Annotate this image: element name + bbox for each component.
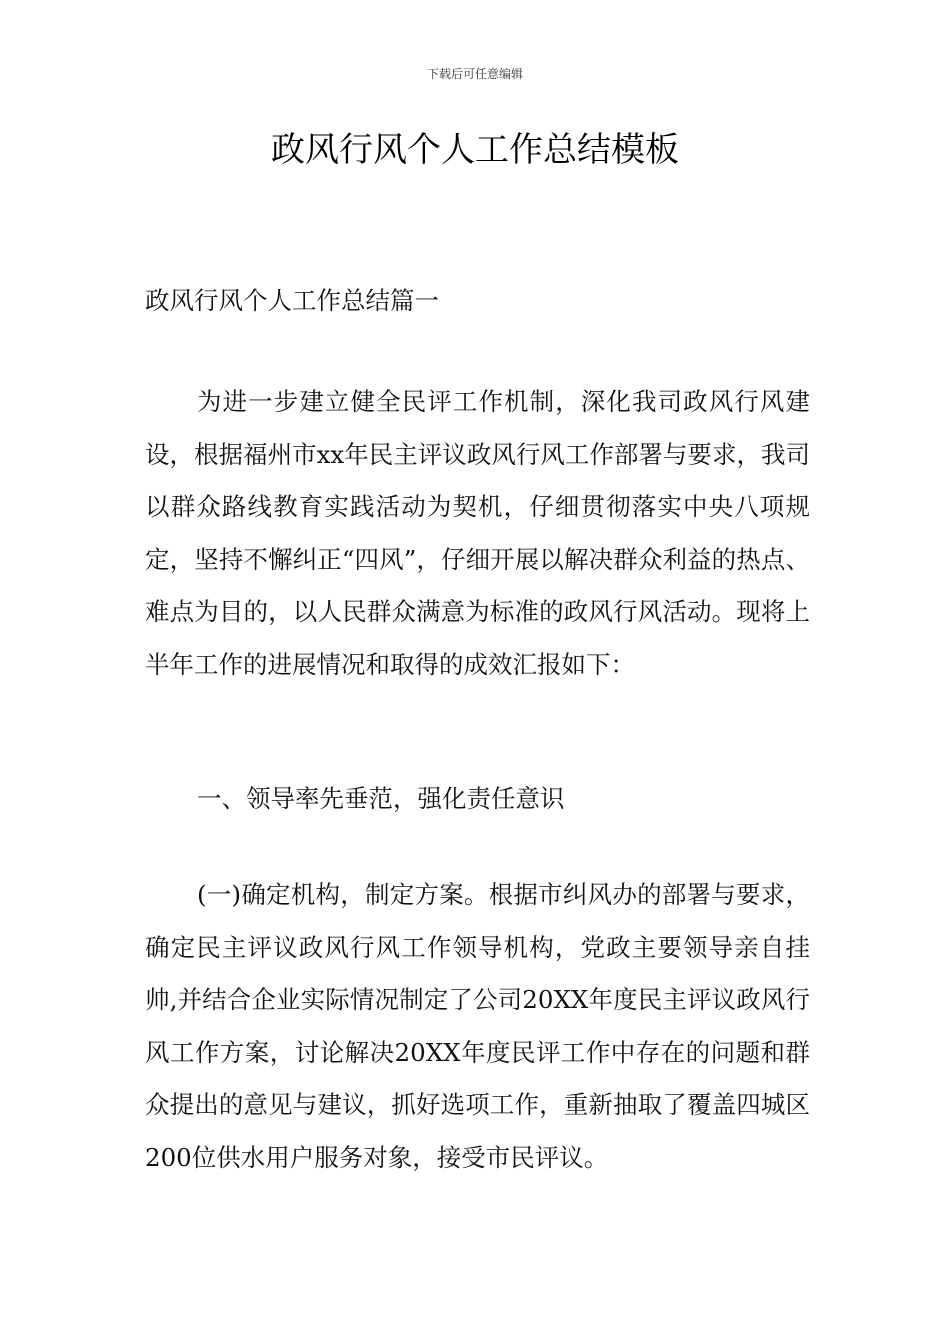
subheading-leadership: 一、领导率先垂范，强化责任意识 [197,784,565,813]
header-note: 下载后可任意编辑 [426,67,523,81]
paragraph-intro: 为进一步建立健全民评工作机制，深化我司政风行风建设，根据福州市xx年民主评议政风行风工作部署与要求，我司以群众路线教育实践活动为契机，仔细贯彻落实中央八项规定，坚持不懈纠正“四风”，仔细开展以解决群众利益的热点、难点为目的，以人民群众满意为标准的政风行风活动。现将上半年工作的进展情况和取得的成效汇报如下： [145,387,810,679]
section-heading: 政风行风个人工作总结篇一 [145,286,439,315]
paragraph-establish-agency: (一)确定机构，制定方案。根据市纠风办的部署与要求，确定民主评议政风行风工作领导机构，党政主要领导亲自挂帅,并结合企业实际情况制定了公司20XX年度民主评议政风行风工作方案，讨论解决20XX年度民评工作中存在的问题和群众提出的意见与建议，抓好选项工作，重新抽取了覆盖四城区200位供水用户服务对象，接受市民评议。 [145,880,810,1172]
document-title: 政风行风个人工作总结模板 [271,130,679,170]
